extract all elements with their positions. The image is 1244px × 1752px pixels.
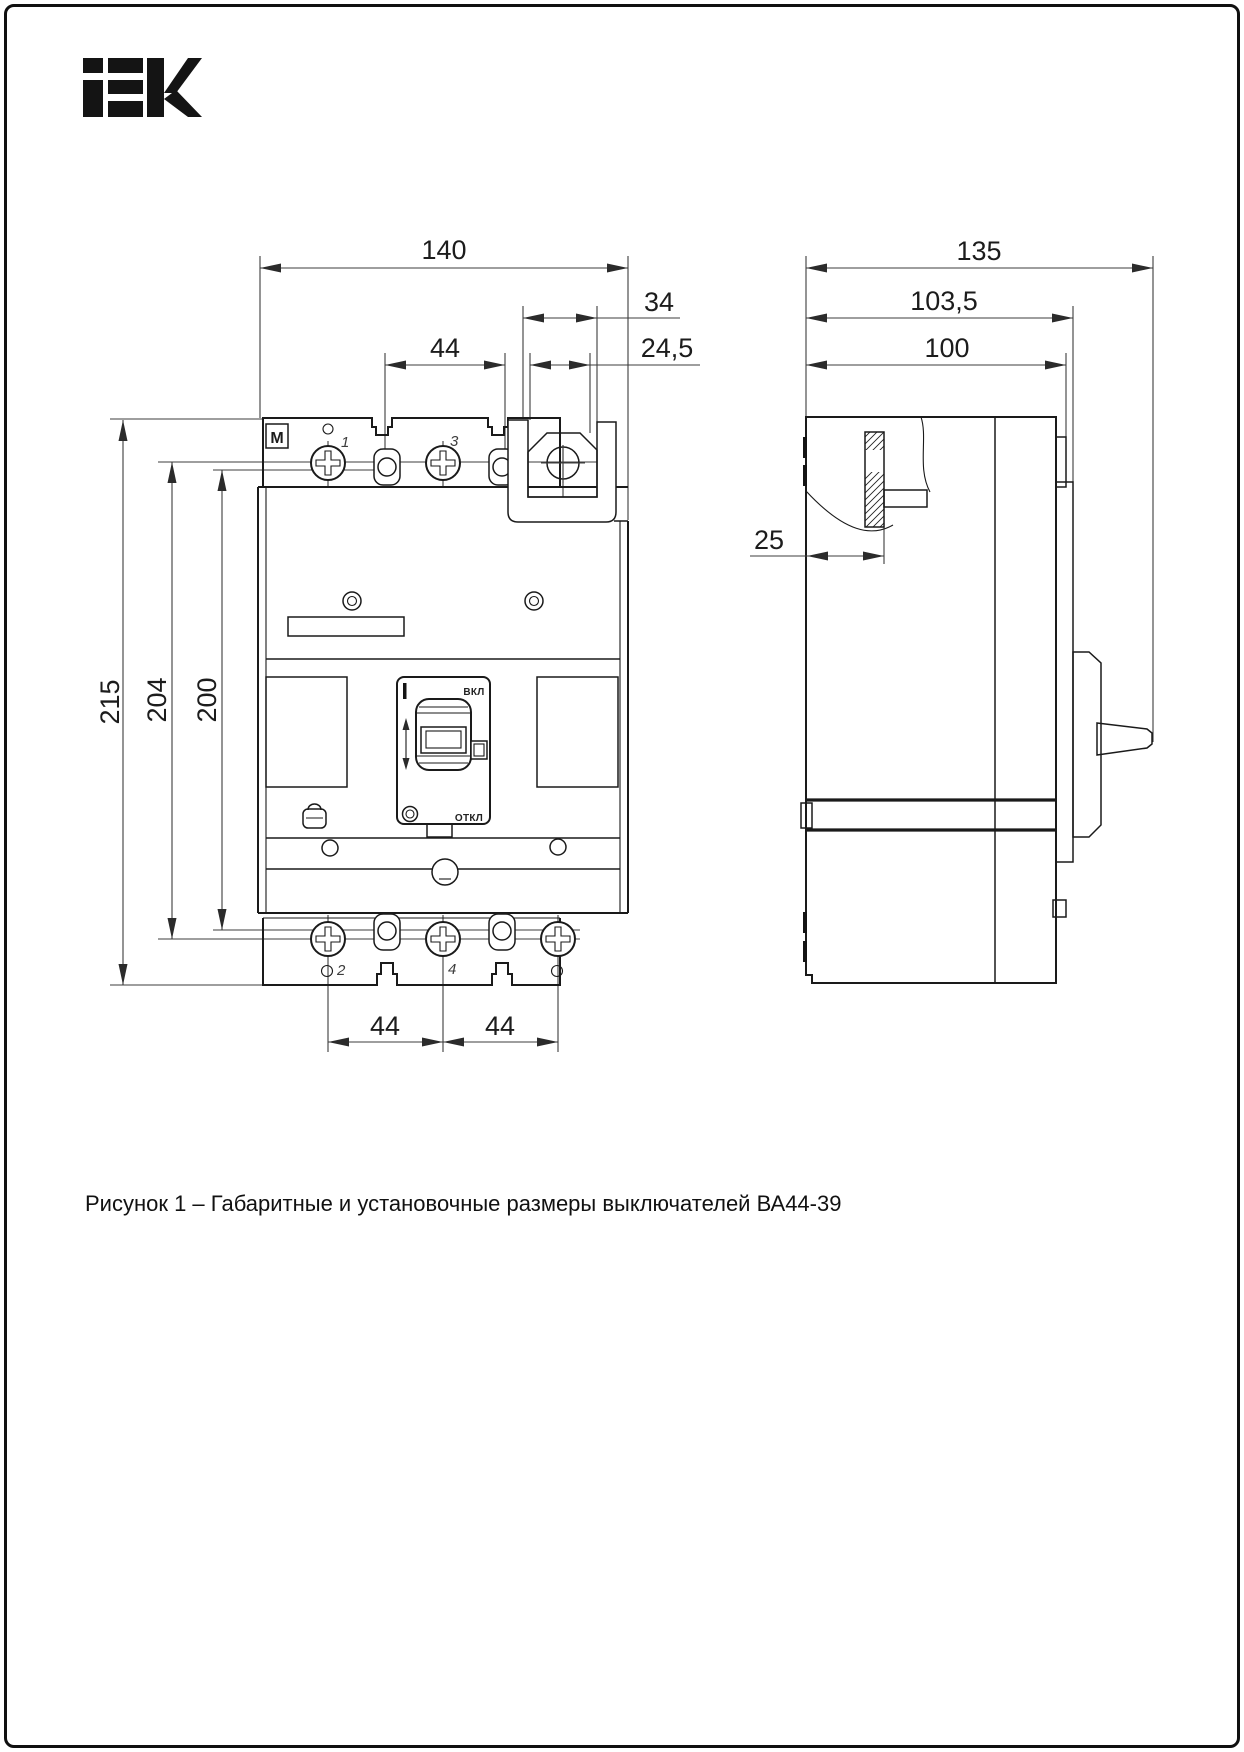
- terminal-screw-4: [426, 922, 460, 956]
- front-step: [1056, 437, 1066, 487]
- dim-depth-to-panel: 103,5: [910, 286, 978, 316]
- front-view: [95, 235, 700, 1052]
- dim-lug-hole-offset: 24,5: [640, 333, 694, 363]
- pole-1-label: 1: [341, 434, 350, 451]
- terminal-screw-3: [426, 446, 460, 480]
- dim-total-width: 140: [421, 235, 467, 265]
- pole-4-label: 4: [448, 961, 457, 978]
- edge-tick: [803, 437, 807, 458]
- edge-tick: [803, 465, 807, 486]
- center-screw: [432, 859, 458, 885]
- dim-bracket-offset: 25: [753, 525, 785, 555]
- body-hole-left: [322, 840, 338, 856]
- side-body: [801, 417, 1152, 983]
- right-window: [537, 677, 618, 787]
- cover-screw-right: [525, 592, 543, 610]
- cover-screw-left: [343, 592, 361, 610]
- edge-tick: [803, 941, 807, 962]
- padlock-icon: [303, 804, 326, 828]
- terminal-screw-2: [311, 922, 345, 956]
- dim-top-pitch: 44: [429, 333, 461, 363]
- terminal-screw-1: [311, 446, 345, 480]
- dim-total-height: 215: [95, 679, 125, 725]
- pilot-hole-2: [322, 966, 333, 977]
- bottom-terminal-strip: [263, 914, 575, 985]
- reset-button: [403, 807, 418, 822]
- dim-bottom-pitch-left: 44: [369, 1011, 401, 1041]
- dim-total-depth: 135: [956, 236, 1002, 266]
- marker-label: M: [270, 430, 284, 447]
- front-panel: [1056, 482, 1073, 862]
- body-hole-right: [550, 839, 566, 855]
- terminal-barrier-section: [508, 420, 628, 522]
- edge-tick: [803, 912, 807, 933]
- off-label: ОТКЛ: [454, 813, 484, 824]
- iek-logo: [83, 58, 202, 117]
- terminal-tab-bottom-right: [489, 914, 515, 950]
- terminal-screw-6: [541, 922, 575, 956]
- section-break-line: [921, 417, 930, 492]
- pole-2-label: 2: [337, 962, 346, 979]
- on-position-mark: [403, 683, 407, 699]
- recess-bottom-tab: [427, 824, 452, 837]
- on-label: ВКЛ: [463, 687, 485, 698]
- dim-bottom-pitch-right: 44: [484, 1011, 516, 1041]
- terminal-tab-top-left: [374, 449, 400, 485]
- dim-mount-height: 204: [142, 677, 172, 723]
- toggle-handle: [416, 699, 487, 770]
- dim-base-depth: 100: [924, 333, 970, 363]
- breaker-body: [258, 487, 628, 918]
- figure-caption: Рисунок 1 – Габаритные и установочные размеры выключателей ВА44-39: [85, 1191, 842, 1216]
- handle-lever-side: [1097, 723, 1152, 755]
- pole-3-label: 3: [450, 433, 459, 450]
- handle-recess: [397, 677, 490, 824]
- bracket-flange: [884, 490, 927, 507]
- dim-lug-offset: 34: [643, 287, 675, 317]
- terminal-tab-bottom-left: [374, 914, 400, 950]
- side-dimensions: [750, 236, 1153, 561]
- rating-plate: [288, 617, 404, 636]
- pilot-hole: [323, 424, 333, 434]
- side-view: [750, 236, 1153, 983]
- up-down-arrow-icon: [403, 718, 410, 770]
- left-window: [266, 677, 347, 787]
- dim-hole-height: 200: [192, 677, 222, 723]
- mounting-bracket-section: [806, 417, 930, 531]
- panel-foot: [1053, 900, 1066, 917]
